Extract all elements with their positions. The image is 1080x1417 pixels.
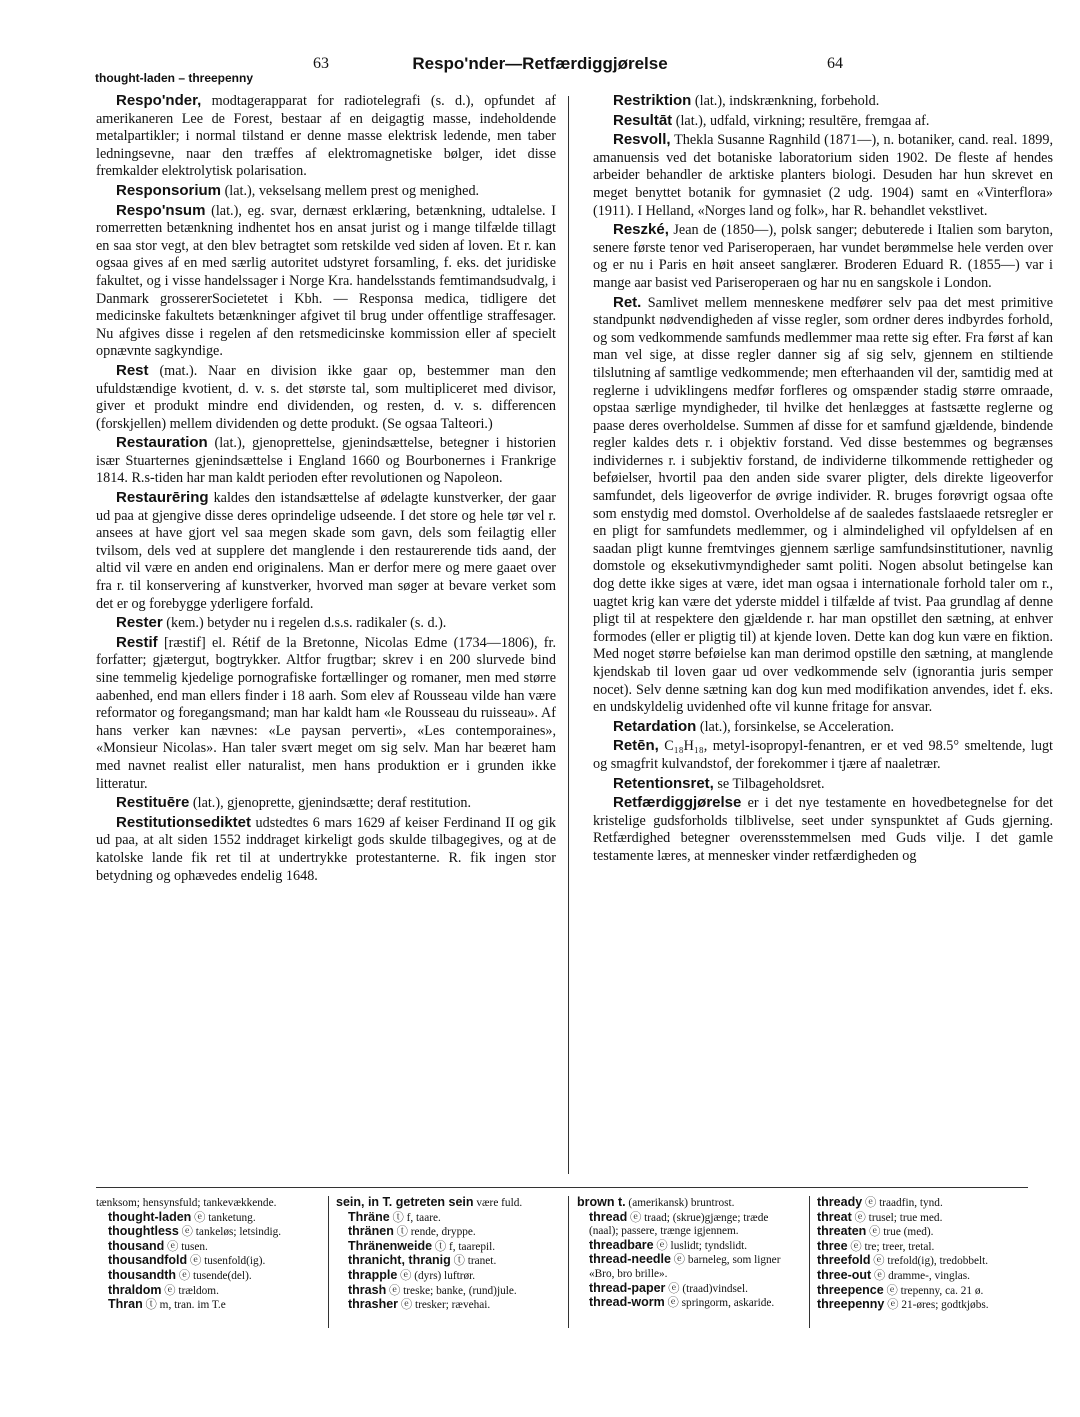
glossary-word: thread-needle [589, 1252, 671, 1267]
glossary-line [817, 1225, 1032, 1240]
glossary-word: brown t. [577, 1195, 626, 1209]
entry-headword: Responsorium [116, 181, 222, 199]
glossary-line [817, 1211, 1032, 1226]
entry-text: er i det nye testamente en hovedbetegnelse for det kristelige gudsforholds tilblivelse, seet under synspunktet af Guds gjerning. Retfærdighed betegner overensstemmelsen med Guds vilje. I det gamle testamente læres, at mennesker vinder retfærdigheden og [593, 795, 1053, 864]
entry-text: (lat.), vekselsang mellem prest og menighed. [221, 182, 480, 199]
glossary-word: thrash [348, 1282, 387, 1297]
glossary-text: ⓔ luslidt; tyndslidt. [653, 1239, 748, 1252]
glossary-text: ⓔ tre; treer, tretal. [847, 1240, 935, 1253]
entry-text: Thekla Susanne Ragnhild (1871—), n. botaniker, cand. real. 1899, amanuensis ved det botaniske laboratorium siden 1902. De fleste af hendes arbeider behandler de arktiske planters biologi. Desuden har hun skrevet en meget benyttet botanik for gymnasiet (2 udg. 1904) samt en «Vinterflora» (1911). I Helland, «Norges land og folk», har R. behandlet vekstlivet. [593, 132, 1053, 219]
dictionary-entry [96, 489, 556, 613]
entry-headword: Restauration [116, 434, 208, 452]
glossary-line [336, 1225, 551, 1240]
glossary-text: ⓔ trusel; true med. [851, 1211, 943, 1224]
dictionary-entry [96, 614, 556, 633]
glossary-text: ⓣ m, tran. im T.e [142, 1299, 226, 1312]
entry-headword: Restaurēring [116, 489, 209, 507]
glossary-text: ⓔ (dyrs) luftrør. [397, 1269, 476, 1282]
entry-headword: Retfærdiggjørelse [613, 794, 742, 812]
entry-text: udstedtes 6 mars 1629 af keiser Ferdinand II og gik ud paa, at alt siden 1552 inddraget kirkeligt gods skulde tilbagegives, og at de katolske lande fik ret til at undertrykke protestanterne. R. fik ingen stor betydning og ophævedes endelig 1648. [96, 814, 556, 884]
glossary-text: ⓔ true (med). [866, 1226, 934, 1239]
entry-headword: Restriktion [613, 92, 692, 109]
glossary-text: ⓣ tranet. [450, 1255, 497, 1268]
glossary-line [577, 1196, 792, 1211]
dictionary-entry [593, 92, 1053, 111]
glossary-text: ⓔ tresker; rævehai. [398, 1299, 491, 1312]
glossary-text: ⓔ tusenfold(ig). [187, 1255, 266, 1268]
column-divider [568, 96, 569, 1174]
glossary-word: thranicht, thranig [348, 1253, 451, 1268]
entry-text: se Tilbageholdsret. [713, 775, 825, 792]
entry-headword: Restitutionsediktet [116, 813, 252, 831]
dictionary-entry [96, 634, 556, 793]
entry-headword: Restif [116, 633, 158, 651]
page-number-right: 64 [827, 55, 843, 72]
glossary-word: thread-worm [589, 1295, 665, 1310]
glossary-line [96, 1298, 311, 1313]
glossary-word: thrapple [348, 1267, 398, 1282]
glossary-word: thrasher [348, 1297, 399, 1312]
glossary-text: ⓣ rende, dryppe. [393, 1226, 476, 1239]
glossary-word: threepence [817, 1282, 884, 1297]
glossary-text: ⓔ tusen. [164, 1240, 208, 1253]
entry-text: (lat.), udfald, virkning; resultēre, fremgaa af. [672, 112, 930, 129]
glossary-text: ⓔ trepenny, ca. 21 ø. [883, 1284, 984, 1297]
entry-text: (lat.), gjenoprette, gjenindsætte; deraf restitution. [189, 795, 472, 812]
glossary-line [817, 1269, 1032, 1284]
entry-text: modtagerapparat for radiotelegrafi (s. d.), opfundet af amerikaneren Lee de Forest, bestaar af en deigagtig masse, indeholdende metalpartikler; i normal tilstand er denne masse elektrisk ledende, men taber ledningsevne, naar den træffes af elektromagnetiske bølger, idet disse fremkalder elektrolytisk polarisation. [96, 93, 556, 180]
glossary-line [336, 1298, 551, 1313]
entry-text: Samlivet mellem menneskene medfører selv paa det mest primitive standpunkt nødvendigheden af visse regler, som ordner deres indbyrdes forhold, og som vedkommende samfunds medlemmer maa rette sig efter. Fra først af kan man vel sige, at disse regler danner sig af sig selv, gjennem en stiltiende tilslutning af samtlige vedkommende; men efterhaanden vil der, samtidig med at reglerne i udviklingens medfør forfleres og omspænder stadig større omraade, opstaa særlige myndigheder, til hvilke det henlægges at fastsætte reglerne og paase deres overholdelse. Summen af disse for et samfund gjældende, bindende regler kaldes dets r. i objektiv forstand. Ved disse bestemmes og begrænses individernes r. i subjektiv forstand, de individerne tilkommende rettigheder og beføielser, hvortil paa den anden side svarer pligter, dels direkte ligeoverfor samfundet, dels ligeoverfor de øvrige individer. R. bruges forøvrigt ogsaa ofte som enstydig med domstol. Overholdelse af de saaledes fastslaaede retsregler er en pligt for samfundets medlemmer, og i almindelighed vil opfyldelsen af en saadan pligt kunne fremtvinges gjennem særlige samfundsinstitutioner, navnlig domstole og eksekutivmyndigheder samt politi. Nogen absolut betingelse kan dog dette ikke siges at være, idet man ogsaa i internationale forhold taler om r., uagtet krig kan være det yderste middel i tilfælde af tvist. Paa grundlag af denne pligt til at respektere den gjældende r. har man opstillet den sætning, at enhver formodes (eller er pligtig til) at kjende loven. Dette kan dog kun være en fiktion. Med noget større beføielse kan man derimod opstille den sætning, at manglende kjendskab til loven gaar ud over vedkommende selv (ignorantia juris semper nocet). Selv denne sætning kan dog kun med modifikation anvendes, idet f. eks. en undskyldelig uvidenhed ofte vil kunne fritage for ansvar. [593, 294, 1053, 716]
footer-divider [328, 1196, 329, 1328]
entry-text: (lat.), eg. svar, dernæst erklæring, betænkning, udtalelse. I romerretten betænkning indhentet hos en ansat jurist og i mange tilfælde tillagt en saa stor vegt, at den blev betragtet som retskilde ved siden af loven. Et r. kan ogsaa gives af en med særlig autoritet udstyret forsamling, f. eks. det juridiske fakultet, og i visse handelssager i Norge Kra. handelsstands femtimandsudvalg, i Danmark grossererSocietetet i Kbh. — Responsa medica, tidligere det medicinske fakultets betænkninger afgivet til brug under offentlige straffesager. Nu afgives disse i regelen af den retsmedicinske kommission eller af specielt opnævnte sagkyndige. [96, 202, 556, 360]
glossary-word: thready [817, 1195, 863, 1209]
glossary-line [336, 1269, 551, 1284]
glossary-word: thought-laden [108, 1209, 192, 1224]
dictionary-entry [593, 131, 1053, 220]
glossary-word: thousandth [108, 1267, 177, 1282]
entry-headword: Respo'nsum [116, 201, 206, 219]
glossary-word: Thräne [348, 1209, 390, 1224]
entry-headword: Rest [116, 361, 149, 379]
glossary-line [336, 1254, 551, 1269]
glossary-text: ⓔ traadfin, tynd. [862, 1197, 943, 1209]
entry-text: (lat.), gjenoprettelse, gjenindsættelse, betegner i historien især Stuarternes gjenindsættelse i England 1660 og Bourbonernes i Frankrige 1814. R.s-tiden har man kaldt perioden efter revolutionen og Napoleon. [96, 435, 556, 487]
dictionary-entry [593, 221, 1053, 292]
glossary-line [577, 1211, 792, 1239]
glossary-text: ⓔ traad; (skrue)gjænge; træde (naal); passere, trænge igjennem. [589, 1211, 769, 1238]
entry-headword: Reszké, [613, 221, 669, 239]
glossary-line [577, 1239, 792, 1254]
glossary-text: ⓔ dramme-, vinglas. [871, 1269, 970, 1282]
dictionary-entry [96, 92, 556, 181]
entry-headword: Resvoll, [613, 131, 671, 149]
glossary-text: ⓔ trældom. [161, 1284, 219, 1297]
left-text-column [96, 92, 556, 1182]
glossary-text: ⓣ f, taarepil. [432, 1240, 496, 1253]
glossary-text: ⓔ tanketung. [191, 1211, 256, 1224]
glossary-text: tænksom; hensynsfuld; tankevækkende. [96, 1197, 277, 1209]
dictionary-entry [593, 737, 1053, 773]
glossary-word: thraldom [108, 1282, 162, 1297]
glossary-line [817, 1254, 1032, 1269]
glossary-line [817, 1240, 1032, 1255]
glossary-line [577, 1296, 792, 1311]
entry-text: (kem.) betyder nu i regelen d.s.s. radikaler (s. d.). [162, 615, 447, 632]
page-number-left: 63 [313, 55, 329, 72]
entry-headword: Respo'nder, [116, 92, 202, 109]
glossary-text: ⓔ (traad)vindsel. [665, 1282, 748, 1295]
entry-text: (lat.), indskrænkning, forbehold. [691, 93, 880, 109]
glossary-text: være fuld. [473, 1197, 523, 1209]
glossary-word: threadbare [589, 1237, 654, 1252]
glossary-line [336, 1211, 551, 1226]
glossary-text: ⓔ tankeløs; letsindig. [178, 1226, 282, 1239]
right-text-column [593, 92, 1053, 1182]
glossary-line [96, 1211, 311, 1226]
dictionary-entry [593, 294, 1053, 717]
glossary-word: thread [589, 1209, 628, 1224]
glossary-text: ⓔ tusende(del). [176, 1269, 252, 1282]
page-running-title: Respo'nder—Retfærdiggjørelse [412, 54, 668, 73]
glossary-line [336, 1196, 551, 1211]
entry-text: [ræstif] el. Rétif de la Bretonne, Nicolas Edme (1734—1806), fr. forfatter; gjætergut, bogtrykker. Altfor frugtbar; skrev i en 200 slurvede bind sine temmelig kjedelige pornografiske fortællinger og romaner, men med større aabenhed, end man ellers finder i 18 aarh. Som elev af Rousseau vilde han være reformator og foregangsmand; man har kaldt ham «le Rousseau du ruisseau». Af hans verker kan nævnes: «Le paysan perverti», «Les contemporaines», «Monsieur Nicolas». Han taler svært meget om sig selv. Man har beæret ham med navnet realist eller naturalist, men hans produktion er i grunden ikke litteratur. [96, 634, 556, 792]
glossary-line [96, 1196, 311, 1211]
glossary-word: Thran [108, 1297, 143, 1312]
entry-headword: Resultāt [613, 111, 673, 129]
dictionary-entry [96, 362, 556, 433]
glossary-text: ⓔ springorm, askaride. [664, 1297, 775, 1310]
entry-headword: Retēn, [613, 737, 659, 755]
dictionary-entry [96, 814, 556, 885]
glossary-line [577, 1282, 792, 1297]
dictionary-entry [96, 794, 556, 813]
glossary-line [817, 1298, 1032, 1313]
footer-rule [96, 1187, 1028, 1188]
glossary-text: ⓔ 21-øres; godtkjøbs. [884, 1299, 989, 1312]
glossary-line [96, 1240, 311, 1255]
glossary-line [96, 1269, 311, 1284]
glossary-word: Thränenweide [348, 1238, 433, 1253]
entry-headword: Restituēre [116, 794, 190, 812]
footer-column-2 [336, 1196, 551, 1313]
glossary-word: thousand [108, 1238, 165, 1253]
entry-headword: Retardation [613, 717, 697, 735]
glossary-line [96, 1254, 311, 1269]
dictionary-entry [593, 718, 1053, 737]
footer-divider [809, 1196, 810, 1328]
glossary-line [336, 1240, 551, 1255]
entry-headword: Retentionsret, [613, 774, 714, 792]
glossary-word: three-out [817, 1267, 872, 1282]
glossary-word: thränen [348, 1224, 394, 1239]
footer-divider [568, 1196, 569, 1328]
entry-text: (mat.). Naar en division ikke gaar op, bestemmer man den ufuldstændige kvotient, d. v. s. det største tal, som multipliceret med divisor, giver et produkt mindre end dividenden, og resten, d. v. s. differencen (forskjellen) mellem dividenden og dette produkt. (Se ogsaa Talteori.) [96, 362, 556, 432]
dictionary-entry [593, 112, 1053, 131]
glossary-text: ⓔ trefold(ig), tredobbelt. [870, 1255, 989, 1268]
entry-text: Jean de (1850—), polsk sanger; debuterede i Italien som baryton, senere første tenor ved Pariseroperaen, har vundet berømmelse hele verden over og er nu i Paris en høit anseet sanglærer. Broderen Eduard R. (1855—) var i mange aar basist ved Pariseroperaen og har nu en sangskole i London. [593, 222, 1053, 291]
glossary-line [96, 1225, 311, 1240]
glossary-line [96, 1284, 311, 1299]
entry-text: (lat.), forsinkelse, se Acceleration. [696, 718, 895, 735]
dictionary-entry [593, 775, 1053, 794]
glossary-line [336, 1284, 551, 1299]
glossary-text: ⓣ f, taare. [389, 1211, 441, 1224]
glossary-line [577, 1253, 792, 1281]
glossary-text: ⓔ treske; banke, (rund)jule. [386, 1284, 517, 1297]
dictionary-entry [96, 202, 556, 361]
dictionary-entry [593, 794, 1053, 865]
footer-column-1 [96, 1196, 311, 1313]
glossary-word: threefold [817, 1253, 871, 1268]
glossary-word: threaten [817, 1224, 867, 1239]
glossary-line [817, 1196, 1032, 1211]
glossary-word: sein, in T. getreten sein [336, 1195, 474, 1209]
glossary-word: thousandfold [108, 1253, 188, 1268]
entry-headword: Ret. [613, 293, 642, 311]
glossary-word: threat [817, 1209, 852, 1224]
footer-column-3 [577, 1196, 792, 1311]
glossary-text: (amerikansk) bruntrost. [625, 1197, 735, 1209]
entry-headword: Rester [116, 614, 163, 632]
dictionary-entry [96, 182, 556, 201]
footer-guide-words: thought-laden – threepenny [95, 71, 254, 85]
entry-text: kaldes den istandsættelse af ødelagte kunstverker, der gaar ud paa at gjengive disse deres oprindelige udseende. I det store og hele tør vel r. ansees at have gjort vel saa megen skade som gavn, dels som feilagtig eller tvilsom, dels ved at supplere det manglende i den restaurerende tids aand, der altid vil være en anden end originalens. Man er derfor mere og mere gaaet over fra r. til konservering af kunstverker, hvorved man søger at bevare verket som det er og forebygge yderligere forfald. [96, 490, 556, 612]
glossary-word: three [817, 1238, 848, 1253]
glossary-word: thoughtless [108, 1224, 179, 1239]
glossary-line [817, 1284, 1032, 1299]
glossary-text: ⓔ barneleg, som ligner «Bro, bro brille». [589, 1254, 781, 1280]
glossary-word: thread-paper [589, 1280, 666, 1295]
dictionary-entry [96, 434, 556, 488]
glossary-word: threepenny [817, 1297, 885, 1312]
entry-text: C₁₈H₁₈, metyl-isopropyl-fenantren, er et ved 98.5° smeltende, lugt og smagfrit kulvandstof, der forekommer i tjære af naaletrær. [593, 738, 1053, 772]
footer-column-4 [817, 1196, 1032, 1313]
